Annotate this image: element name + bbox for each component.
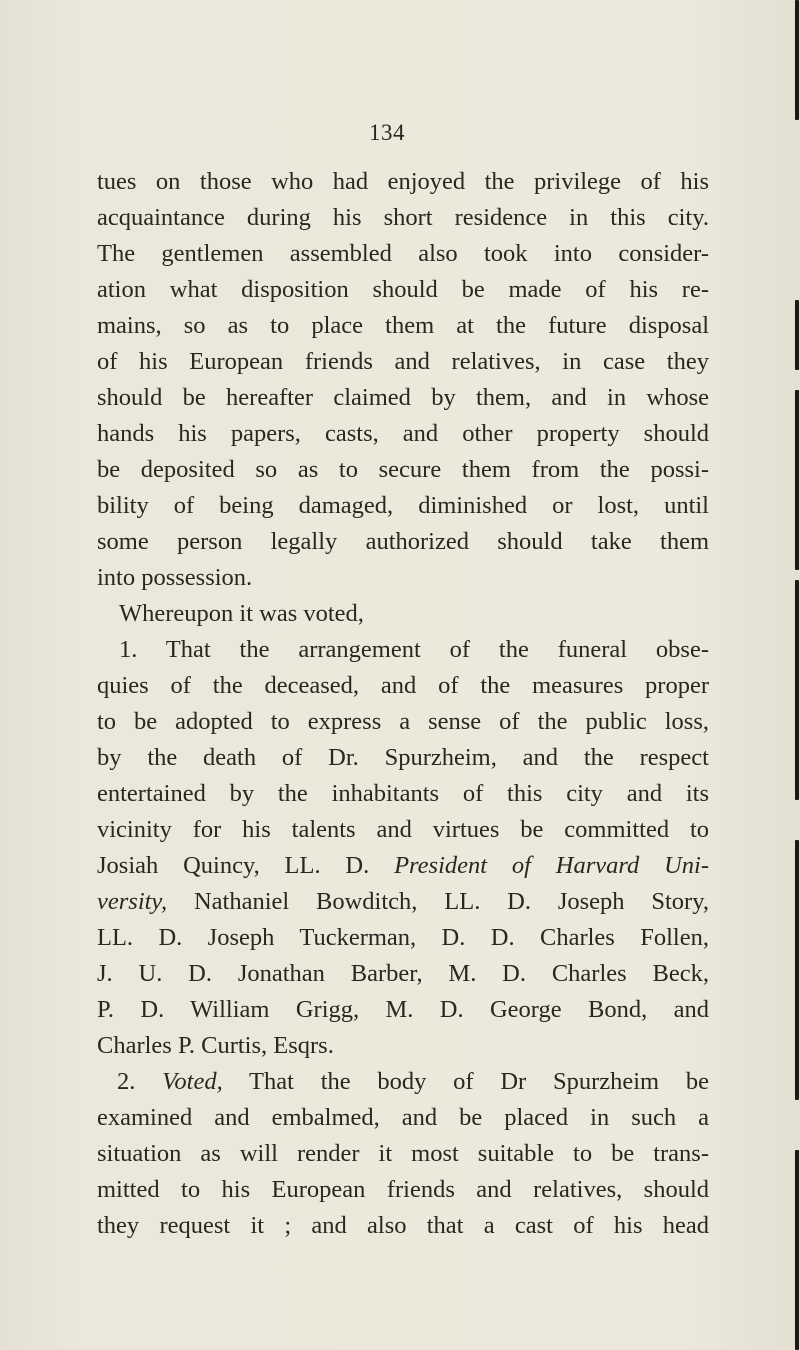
text-segment: to be adopted to express a sense of the public loss,: [97, 708, 709, 735]
text-segment: P. D. William Grigg, M. D. George Bond, and: [97, 996, 709, 1023]
edge-mark: [795, 840, 799, 1100]
text-segment: some person legally authorized should take them: [97, 528, 709, 555]
text-line: [97, 812, 709, 848]
text-line: [97, 992, 709, 1028]
text-line: [97, 344, 709, 380]
text-segment: The gentlemen assembled also took into consider-: [97, 240, 709, 267]
text-line: [97, 848, 709, 884]
text-line: [97, 668, 709, 704]
text-line: [97, 1064, 709, 1100]
text-segment: Nathaniel Bowditch, LL. D. Joseph Story,: [167, 888, 709, 915]
text-segment: of his European friends and relatives, in case they: [97, 348, 709, 375]
text-segment: Josiah Quincy, LL. D.: [97, 852, 395, 879]
text-line: [97, 416, 709, 452]
body-text: [97, 164, 709, 1244]
text-line: [97, 272, 709, 308]
edge-mark: [795, 0, 799, 120]
text-segment: they request it ; and also that a cast of his head: [97, 1212, 709, 1239]
text-line: [97, 524, 709, 560]
text-segment: Charles P. Curtis, Esqrs.: [97, 1032, 334, 1059]
text-segment: acquaintance during his short residence in this city.: [97, 204, 709, 231]
text-segment: J. U. D. Jonathan Barber, M. D. Charles Beck,: [97, 960, 709, 987]
text-line: [97, 596, 709, 632]
text-segment: hands his papers, casts, and other property should: [97, 420, 709, 447]
text-line: [97, 632, 709, 668]
text-segment: by the death of Dr. Spurzheim, and the respect: [97, 744, 709, 771]
text-segment: entertained by the inhabitants of this city and its: [97, 780, 709, 807]
text-segment: situation as will render it most suitable to be trans-: [97, 1140, 709, 1167]
text-line: [97, 560, 709, 596]
page-edge: [792, 0, 800, 1349]
text-line: [97, 488, 709, 524]
text-line: [97, 1028, 709, 1064]
text-segment: be deposited so as to secure them from the possi-: [97, 456, 709, 483]
text-segment: mitted to his European friends and relatives, should: [97, 1176, 709, 1203]
text-segment: President of Harvard Uni-: [394, 852, 709, 879]
text-line: [97, 200, 709, 236]
edge-mark: [795, 390, 799, 570]
text-line: [97, 308, 709, 344]
text-line: [97, 884, 709, 920]
text-line: [97, 236, 709, 272]
edge-mark: [795, 1150, 799, 1350]
text-segment: Voted,: [162, 1068, 223, 1095]
text-line: [97, 776, 709, 812]
text-line: [97, 1172, 709, 1208]
text-line: [97, 1136, 709, 1172]
text-segment: versity,: [97, 888, 168, 915]
text-line: [97, 704, 709, 740]
text-line: [97, 452, 709, 488]
text-segment: quies of the deceased, and of the measures proper: [97, 672, 709, 699]
text-segment: 2.: [117, 1068, 163, 1095]
text-line: [97, 740, 709, 776]
page-number: 134: [369, 120, 405, 145]
text-segment: LL. D. Joseph Tuckerman, D. D. Charles Follen,: [97, 924, 709, 951]
text-line: [97, 1100, 709, 1136]
text-line: [97, 1208, 709, 1244]
text-line: [97, 164, 709, 200]
text-line: [97, 380, 709, 416]
text-segment: tues on those who had enjoyed the privilege of his: [97, 168, 709, 195]
text-segment: vicinity for his talents and virtues be committed to: [97, 816, 709, 843]
text-segment: into possession.: [97, 564, 253, 591]
text-segment: should be hereafter claimed by them, and in whose: [97, 384, 709, 411]
text-line: [97, 920, 709, 956]
text-segment: ation what disposition should be made of his re-: [97, 276, 709, 303]
text-segment: mains, so as to place them at the future disposal: [97, 312, 709, 339]
text-segment: That the body of Dr Spurzheim be: [222, 1068, 709, 1095]
text-segment: Whereupon it was voted,: [119, 600, 364, 627]
text-segment: examined and embalmed, and be placed in such a: [97, 1104, 709, 1131]
edge-mark: [795, 300, 799, 370]
text-line: [97, 956, 709, 992]
edge-mark: [795, 580, 799, 800]
text-segment: bility of being damaged, diminished or lost, until: [97, 492, 709, 519]
text-segment: 1. That the arrangement of the funeral obse-: [119, 636, 709, 663]
